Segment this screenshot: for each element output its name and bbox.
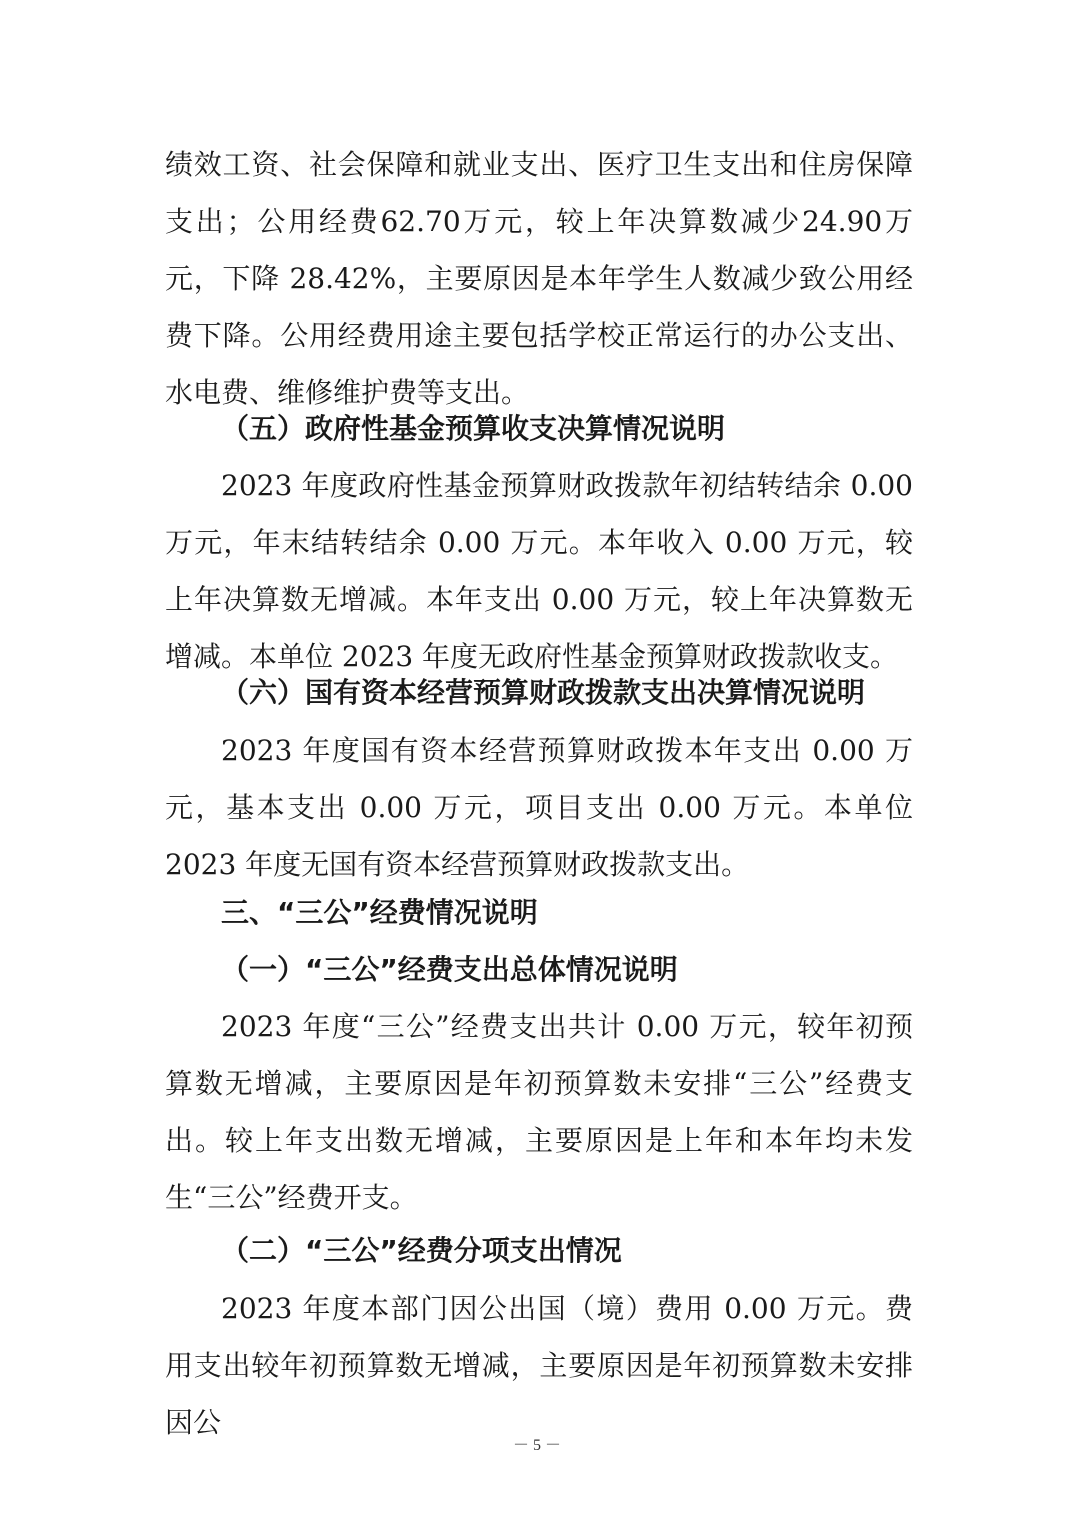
paragraph-state-capital [165, 722, 913, 893]
heading-government-fund-budget: （五）政府性基金预算收支决算情况说明 [221, 412, 726, 445]
paragraph-text: 2023 年度政府性基金预算财政拨款年初结转结余 0.00 万元，年末结转结余 0.00 万元。本年收入 0.00 万元，较上年决算数无增减。本年支出 0.00 万元，较上年决算数无增减。本单位 2023 年度无政府性基金预算财政拨款收支。 [165, 469, 913, 673]
paragraph-text: 2023 年度本部门因公出国（境）费用 0.00 万元。费用支出较年初预算数无增减，主要原因是年初预算数未安排因公 [165, 1292, 913, 1439]
heading-three-public-itemized: （二）“三公”经费分项支出情况 [221, 1234, 622, 1267]
paragraph-public-funds [165, 136, 913, 421]
heading-state-capital-budget: （六）国有资本经营预算财政拨款支出决算情况说明 [221, 676, 866, 709]
page-number: － 5 － [512, 1437, 561, 1454]
paragraph-text: 绩效工资、社会保障和就业支出、医疗卫生支出和住房保障支出；公用经费62.70万元，较上年决算数减少24.90万元，下降 28.42%，主要原因是本年学生人数减少致公用经费下降。公用经费用途主要包括学校正常运行的办公支出、水电费、维修维护费等支出。 [165, 148, 913, 409]
paragraph-text: 2023 年度国有资本经营预算财政拨本年支出 0.00 万元，基本支出 0.00 万元，项目支出 0.00 万元。本单位 2023 年度无国有资本经营预算财政拨款支出。 [165, 734, 913, 881]
heading-three-public-expenses: 三、“三公”经费情况说明 [221, 896, 538, 929]
paragraph-text: 2023 年度“三公”经费支出共计 0.00 万元，较年初预算数无增减，主要原因是年初预算数未安排“三公”经费支出。较上年支出数无增减，主要原因是上年和本年均未发生“三公”经费开支。 [165, 1010, 913, 1214]
paragraph-three-public-overall [165, 998, 913, 1226]
paragraph-three-public-itemized [165, 1280, 913, 1451]
paragraph-government-fund [165, 457, 913, 685]
heading-three-public-overall: （一）“三公”经费支出总体情况说明 [221, 953, 678, 986]
